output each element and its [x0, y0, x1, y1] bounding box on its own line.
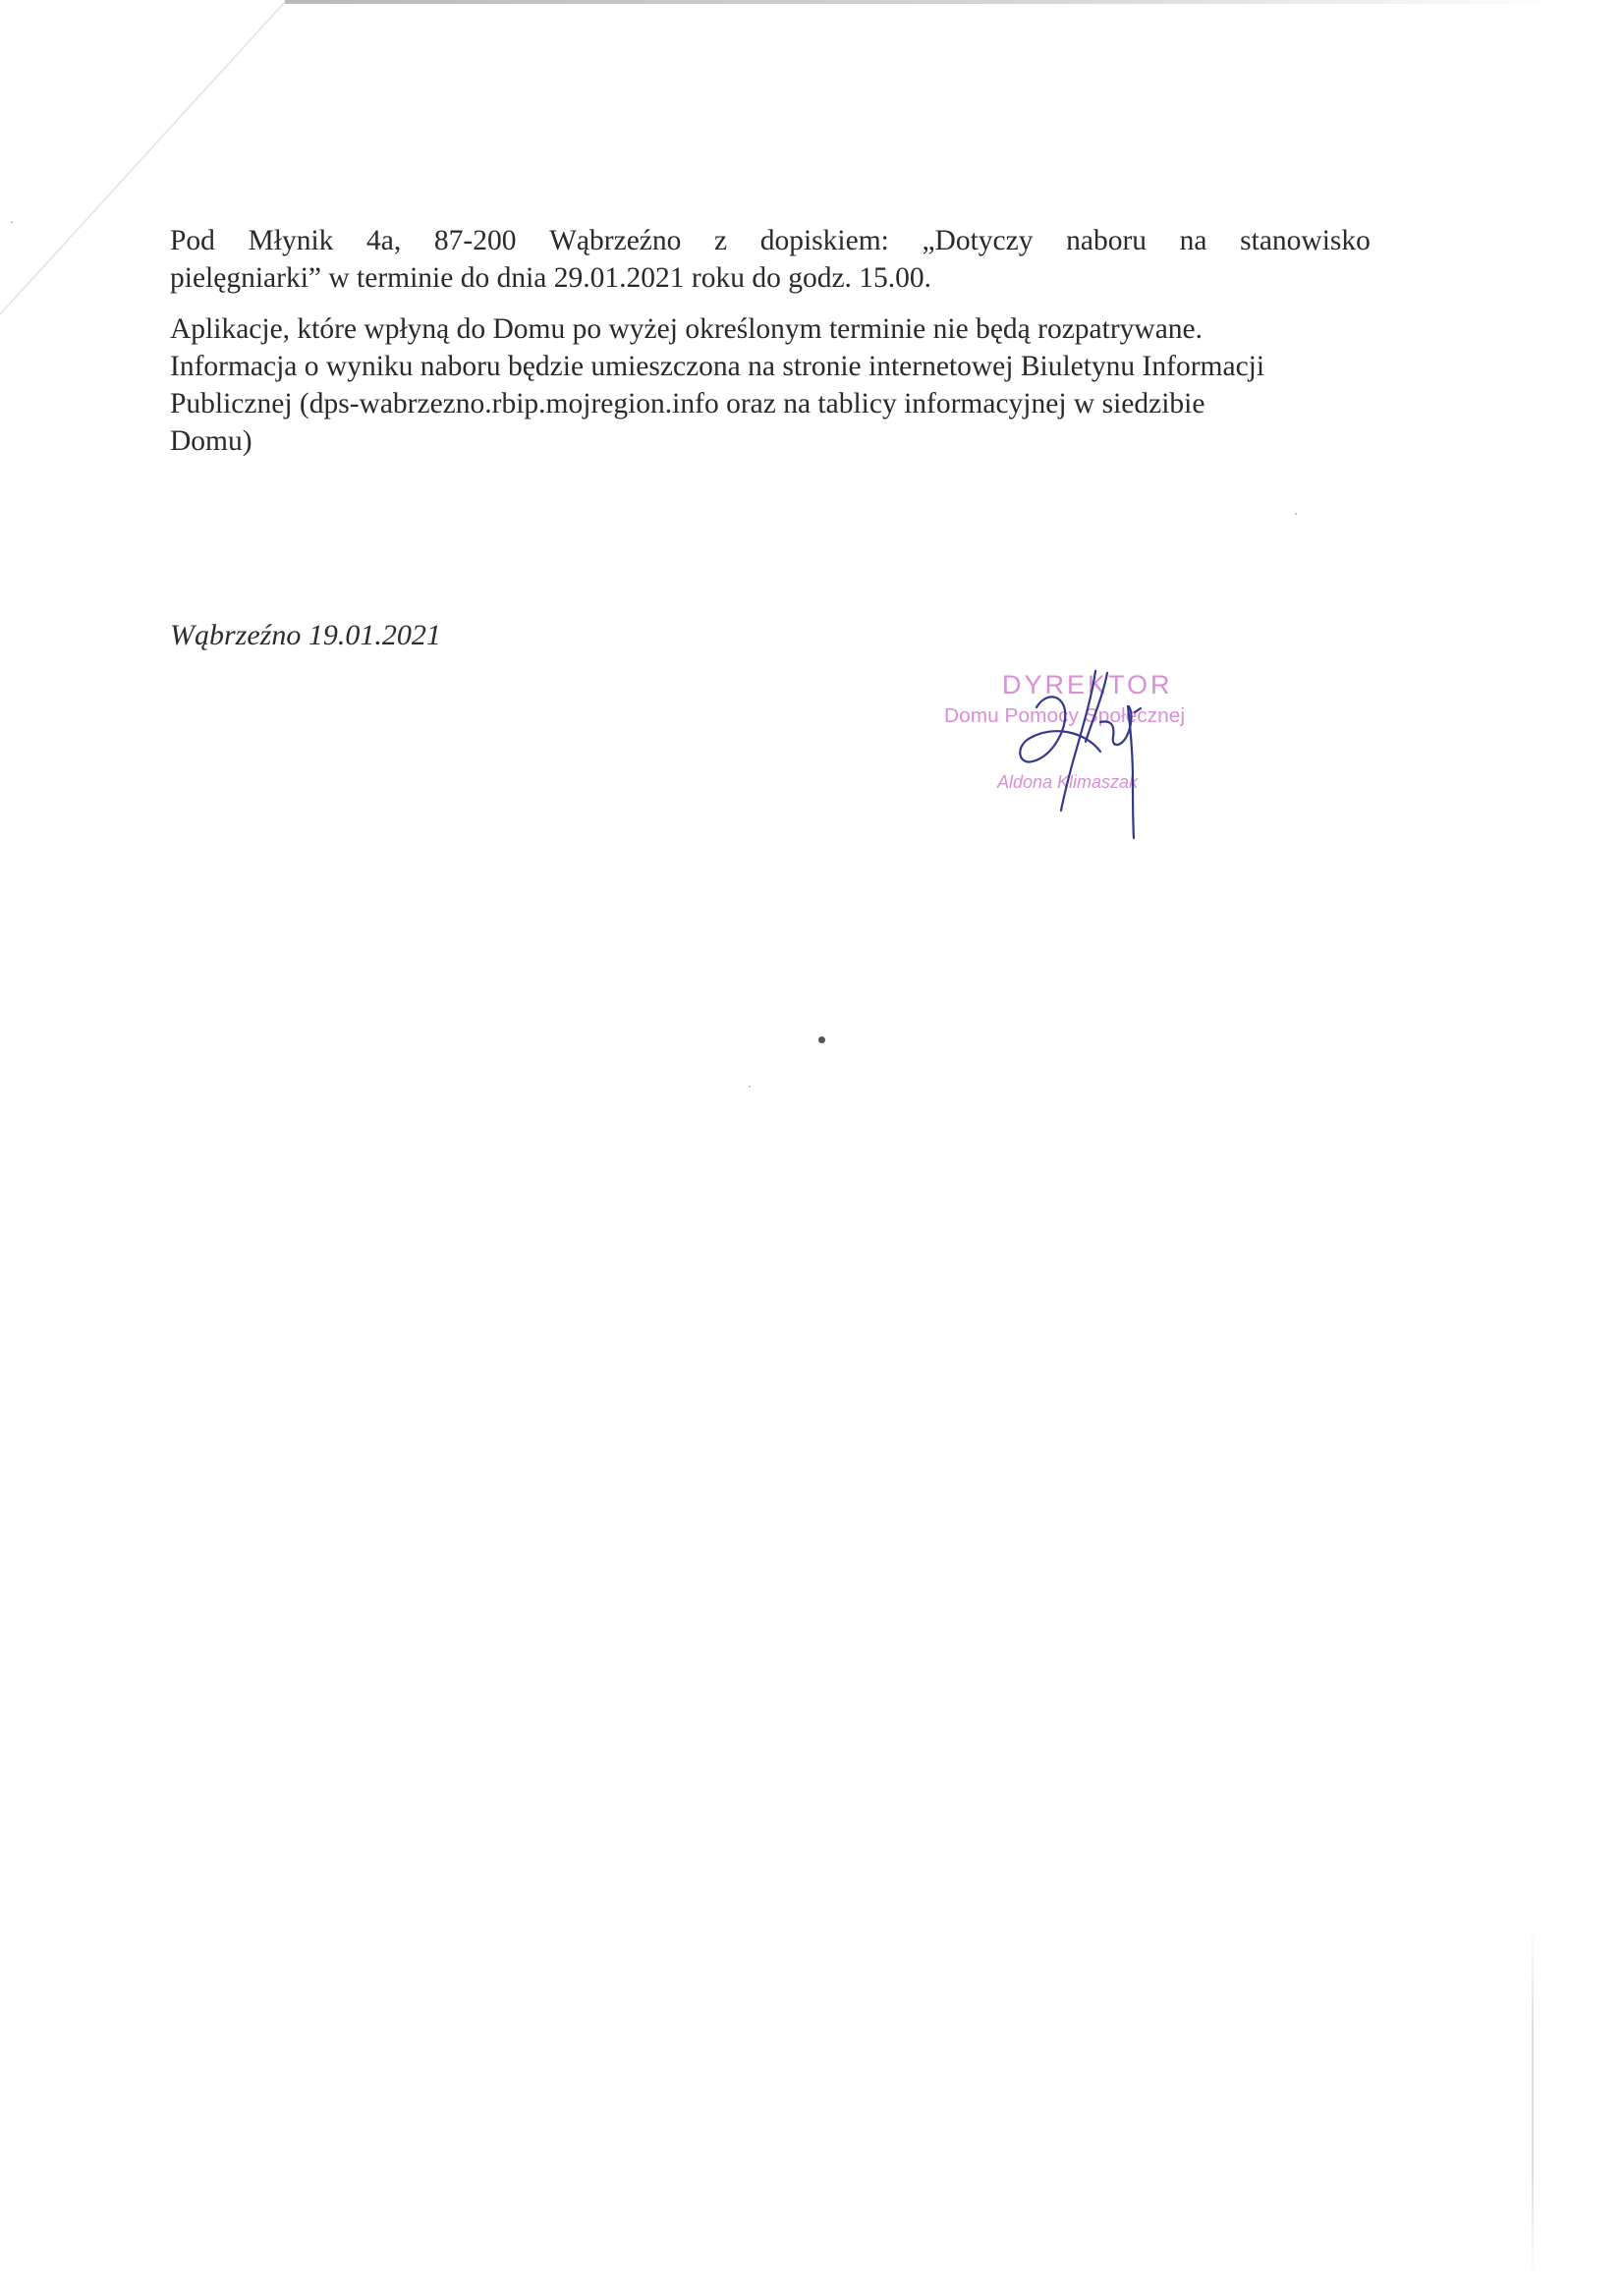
stamp-line-3: Aldona Klimaszak [997, 772, 1139, 792]
paragraph-1-word: Młynik [248, 225, 334, 256]
scan-speck-faint [1295, 513, 1297, 515]
paragraph-1-word: z [714, 225, 728, 256]
paragraph-1-word: naboru [1066, 225, 1148, 256]
scan-speck-faint [749, 1086, 751, 1088]
scan-speck-faint [11, 221, 13, 223]
stamp-line-1: DYREKTOR [1002, 670, 1173, 699]
scan-top-edge [285, 0, 1562, 4]
paragraph-2-line-1: Aplikacje, które wpłyną do Domu po wyżej określonym terminie nie będą rozpatrywane. [170, 313, 1204, 345]
paragraph-1-word: „Dotyczy [922, 225, 1034, 256]
paragraph-2-line-2: Informacja o wyniku naboru będzie umieszczona na stronie internetowej Biuletynu Informacji [170, 351, 1265, 382]
paragraph-2-line-3: Publicznej (dps-wabrzezno.rbip.mojregion.info oraz na tablicy informacyjnej w siedzibie [170, 388, 1205, 419]
paragraph-1-word: Wąbrzeźno [549, 225, 682, 256]
paragraph-1-line-1 [170, 222, 1371, 259]
paragraph-1-word: na [1179, 225, 1207, 256]
paragraph-1-word: 4a, [366, 225, 402, 256]
paragraph-1-word: stanowisko [1240, 225, 1371, 256]
paragraph-1-word: dopiskiem: [759, 225, 889, 256]
stamp-svg [938, 663, 1262, 860]
paragraph-2-line-4: Domu) [170, 425, 252, 457]
paragraph-1-word: 87-200 [433, 225, 517, 256]
director-stamp-signature [938, 663, 1262, 860]
paragraph-gap [170, 297, 1371, 310]
place-date: Wąbrzeźno 19.01.2021 [170, 619, 441, 651]
scan-speck [818, 1036, 825, 1043]
paragraph-1-word: Pod [170, 225, 215, 256]
letter-body [170, 222, 1371, 460]
paragraph-1-line-2: pielęgniarki” w terminie do dnia 29.01.2021 roku do godz. 15.00. [170, 262, 932, 294]
scan-right-edge [1532, 1926, 1534, 2279]
stamp-line-2: Domu Pomocy Społecznej [944, 705, 1185, 727]
